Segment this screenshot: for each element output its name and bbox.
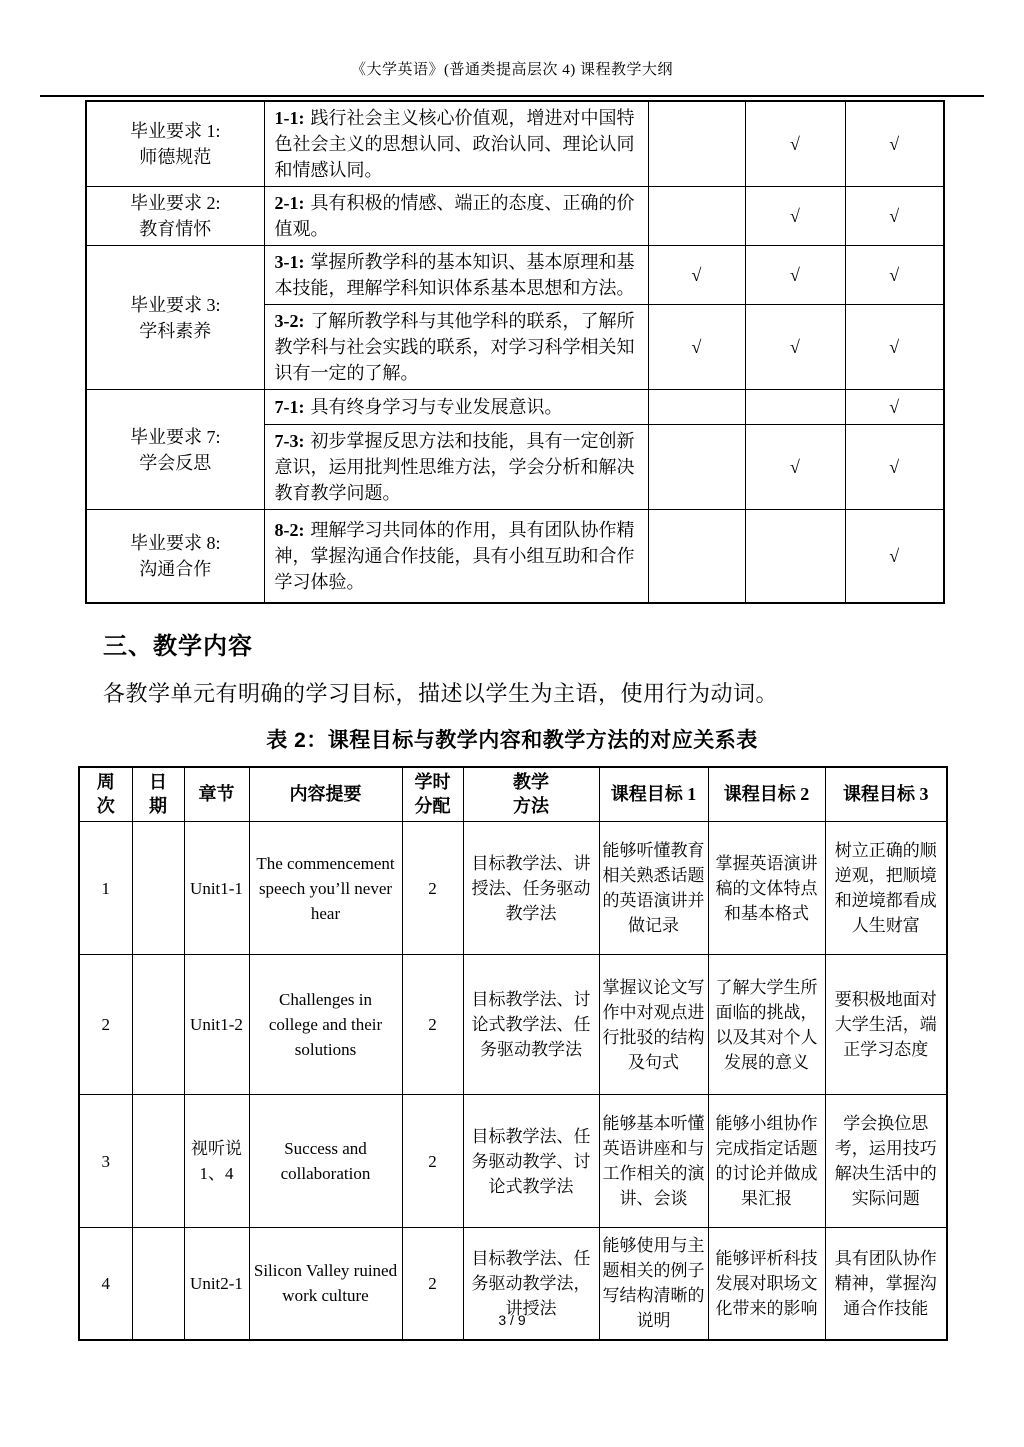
page-header-title: 《大学英语》(普通类提高层次 4) 课程教学大纲	[40, 0, 984, 97]
header-week: 周次	[79, 767, 132, 822]
hours-cell: 2	[402, 1228, 463, 1340]
goal1-cell: 掌握议论文写作中对观点进行批驳的结构及句式	[599, 955, 708, 1095]
table-row	[86, 187, 944, 246]
methods-cell: 目标教学法、讲授法、任务驱动教学法	[463, 822, 599, 955]
indicator-code: 7-3:	[274, 431, 305, 451]
requirement-title: 毕业要求 8:	[129, 532, 221, 553]
goal3-mark: √	[845, 390, 944, 425]
header-chapter: 章节	[184, 767, 249, 822]
goal3-cell: 要积极地面对大学生活，端正学习态度	[825, 955, 947, 1095]
table-header-row	[79, 767, 947, 822]
goal3-cell: 具有团队协作精神，掌握沟通合作技能	[825, 1228, 947, 1340]
week-cell: 1	[79, 822, 132, 955]
goal2-cell: 了解大学生所面临的挑战，以及其对个人发展的意义	[708, 955, 825, 1095]
goal1-cell: 能够听懂教育相关熟悉话题的英语演讲并做记录	[599, 822, 708, 955]
goal1-mark	[648, 390, 745, 425]
hours-cell: 2	[402, 822, 463, 955]
table-row	[86, 510, 944, 603]
goal2-mark: √	[745, 246, 845, 305]
page-number: 3 / 9	[498, 1312, 526, 1328]
goal2-mark: √	[745, 187, 845, 246]
requirement-label	[86, 246, 264, 390]
chapter-cell: 视听说 1、4	[184, 1095, 249, 1228]
requirement-label	[86, 101, 264, 187]
table-row	[86, 390, 944, 425]
goal3-cell: 树立正确的顺逆观，把顺境和逆境都看成人生财富	[825, 822, 947, 955]
date-cell	[132, 822, 184, 955]
chapter-cell: Unit1-2	[184, 955, 249, 1095]
section-heading: 三、教学内容	[103, 632, 253, 660]
goal1-mark	[648, 187, 745, 246]
requirement-title: 毕业要求 1:	[129, 121, 221, 141]
goal2-cell: 能够小组协作完成指定话题的讨论并做成果汇报	[708, 1095, 825, 1228]
indicator-text: 具有终身学习与专业发展意识。	[310, 397, 563, 417]
header-hours: 学时分配	[402, 767, 463, 822]
requirement-title: 毕业要求 2:	[129, 193, 221, 213]
header-summary: 内容提要	[249, 767, 402, 822]
indicator-text: 初步掌握反思方法和技能，具有一定创新意识，运用批判性思维方法，学会分析和解决教育教学问题。	[274, 431, 635, 503]
goal2-mark	[745, 510, 845, 603]
requirement-desc	[264, 390, 648, 425]
indicator-code: 1-1:	[274, 108, 305, 128]
hours-cell: 2	[402, 1095, 463, 1228]
requirement-desc	[264, 305, 648, 390]
table-row	[86, 101, 944, 187]
goal1-mark: √	[648, 305, 745, 390]
indicator-code: 2-1:	[274, 193, 305, 213]
goal2-mark: √	[745, 425, 845, 510]
goal1-mark	[648, 101, 745, 187]
section-paragraph: 各教学单元有明确的学习目标，描述以学生为主语，使用行为动词。	[103, 680, 779, 706]
summary-cell: Silicon Valley ruined work culture	[249, 1228, 402, 1340]
goal3-mark: √	[845, 101, 944, 187]
goal2-cell: 能够评析科技发展对职场文化带来的影响	[708, 1228, 825, 1340]
goal3-cell: 学会换位思考，运用技巧解决生活中的实际问题	[825, 1095, 947, 1228]
date-cell	[132, 955, 184, 1095]
methods-cell: 目标教学法、讨论式教学法、任务驱动教学法	[463, 955, 599, 1095]
table-row	[79, 1095, 947, 1228]
header-methods: 教学方法	[463, 767, 599, 822]
week-cell: 2	[79, 955, 132, 1095]
table-row	[86, 246, 944, 305]
requirement-subtitle: 沟通合作	[139, 558, 212, 579]
requirement-subtitle: 学科素养	[139, 320, 212, 341]
date-cell	[132, 1095, 184, 1228]
goal1-cell: 能够使用与主题相关的例子写结构清晰的说明	[599, 1228, 708, 1340]
requirement-desc	[264, 510, 648, 603]
goal1-cell: 能够基本听懂英语讲座和与工作相关的演讲、会谈	[599, 1095, 708, 1228]
requirement-title: 毕业要求 7:	[129, 426, 221, 447]
goal3-mark: √	[845, 187, 944, 246]
requirement-subtitle: 教育情怀	[139, 219, 212, 239]
goal3-mark: √	[845, 510, 944, 603]
requirement-desc	[264, 425, 648, 510]
methods-cell: 目标教学法、任务驱动教学、讨论式教学法	[463, 1095, 599, 1228]
goal2-mark: √	[745, 305, 845, 390]
requirement-subtitle: 师德规范	[139, 147, 212, 167]
chapter-cell: Unit1-1	[184, 822, 249, 955]
requirement-desc	[264, 101, 648, 187]
goal2-cell: 掌握英语演讲稿的文体特点和基本格式	[708, 822, 825, 955]
goal3-mark: √	[845, 305, 944, 390]
graduation-requirements-table	[85, 100, 945, 604]
table-row	[79, 955, 947, 1095]
indicator-code: 3-2:	[274, 311, 305, 331]
header-goal2: 课程目标 2	[708, 767, 825, 822]
goal2-mark	[745, 390, 845, 425]
course-schedule-table	[78, 766, 948, 1341]
goal3-mark: √	[845, 246, 944, 305]
summary-cell: The commencement speech you’ll never hear	[249, 822, 402, 955]
requirement-desc	[264, 187, 648, 246]
goal3-mark: √	[845, 425, 944, 510]
table-row	[79, 822, 947, 955]
week-cell: 4	[79, 1228, 132, 1340]
week-cell: 3	[79, 1095, 132, 1228]
header-goal1: 课程目标 1	[599, 767, 708, 822]
requirement-label	[86, 390, 264, 510]
goal1-mark	[648, 425, 745, 510]
requirement-title: 毕业要求 3:	[129, 294, 221, 315]
indicator-text: 践行社会主义核心价值观，增进对中国特色社会主义的思想认同、政治认同、理论认同和情感认同。	[274, 108, 635, 180]
indicator-text: 掌握所教学科的基本知识、基本原理和基本技能，理解学科知识体系基本思想和方法。	[274, 252, 635, 298]
goal1-mark: √	[648, 246, 745, 305]
methods-cell: 目标教学法、任务驱动教学法，讲授法	[463, 1228, 599, 1340]
indicator-code: 7-1:	[274, 397, 305, 417]
header-date: 日期	[132, 767, 184, 822]
summary-cell: Success and collaboration	[249, 1095, 402, 1228]
indicator-text: 了解所教学科与其他学科的联系，了解所教学科与社会实践的联系，对学习科学相关知识有一定的了解。	[274, 311, 635, 383]
requirement-label	[86, 187, 264, 246]
requirement-label	[86, 510, 264, 603]
summary-cell: Challenges in college and their solutions	[249, 955, 402, 1095]
indicator-text: 理解学习共同体的作用，具有团队协作精神，掌握沟通合作技能，具有小组互助和合作学习体验。	[274, 519, 635, 592]
goal2-mark: √	[745, 101, 845, 187]
chapter-cell: Unit2-1	[184, 1228, 249, 1340]
requirement-desc	[264, 246, 648, 305]
requirement-subtitle: 学会反思	[139, 452, 212, 473]
goal1-mark	[648, 510, 745, 603]
header-goal3: 课程目标 3	[825, 767, 947, 822]
indicator-code: 8-2:	[274, 519, 305, 540]
indicator-code: 3-1:	[274, 252, 305, 272]
hours-cell: 2	[402, 955, 463, 1095]
table2-caption: 表 2：课程目标与教学内容和教学方法的对应关系表	[266, 728, 758, 752]
indicator-text: 具有积极的情感、端正的态度、正确的价值观。	[274, 193, 635, 239]
